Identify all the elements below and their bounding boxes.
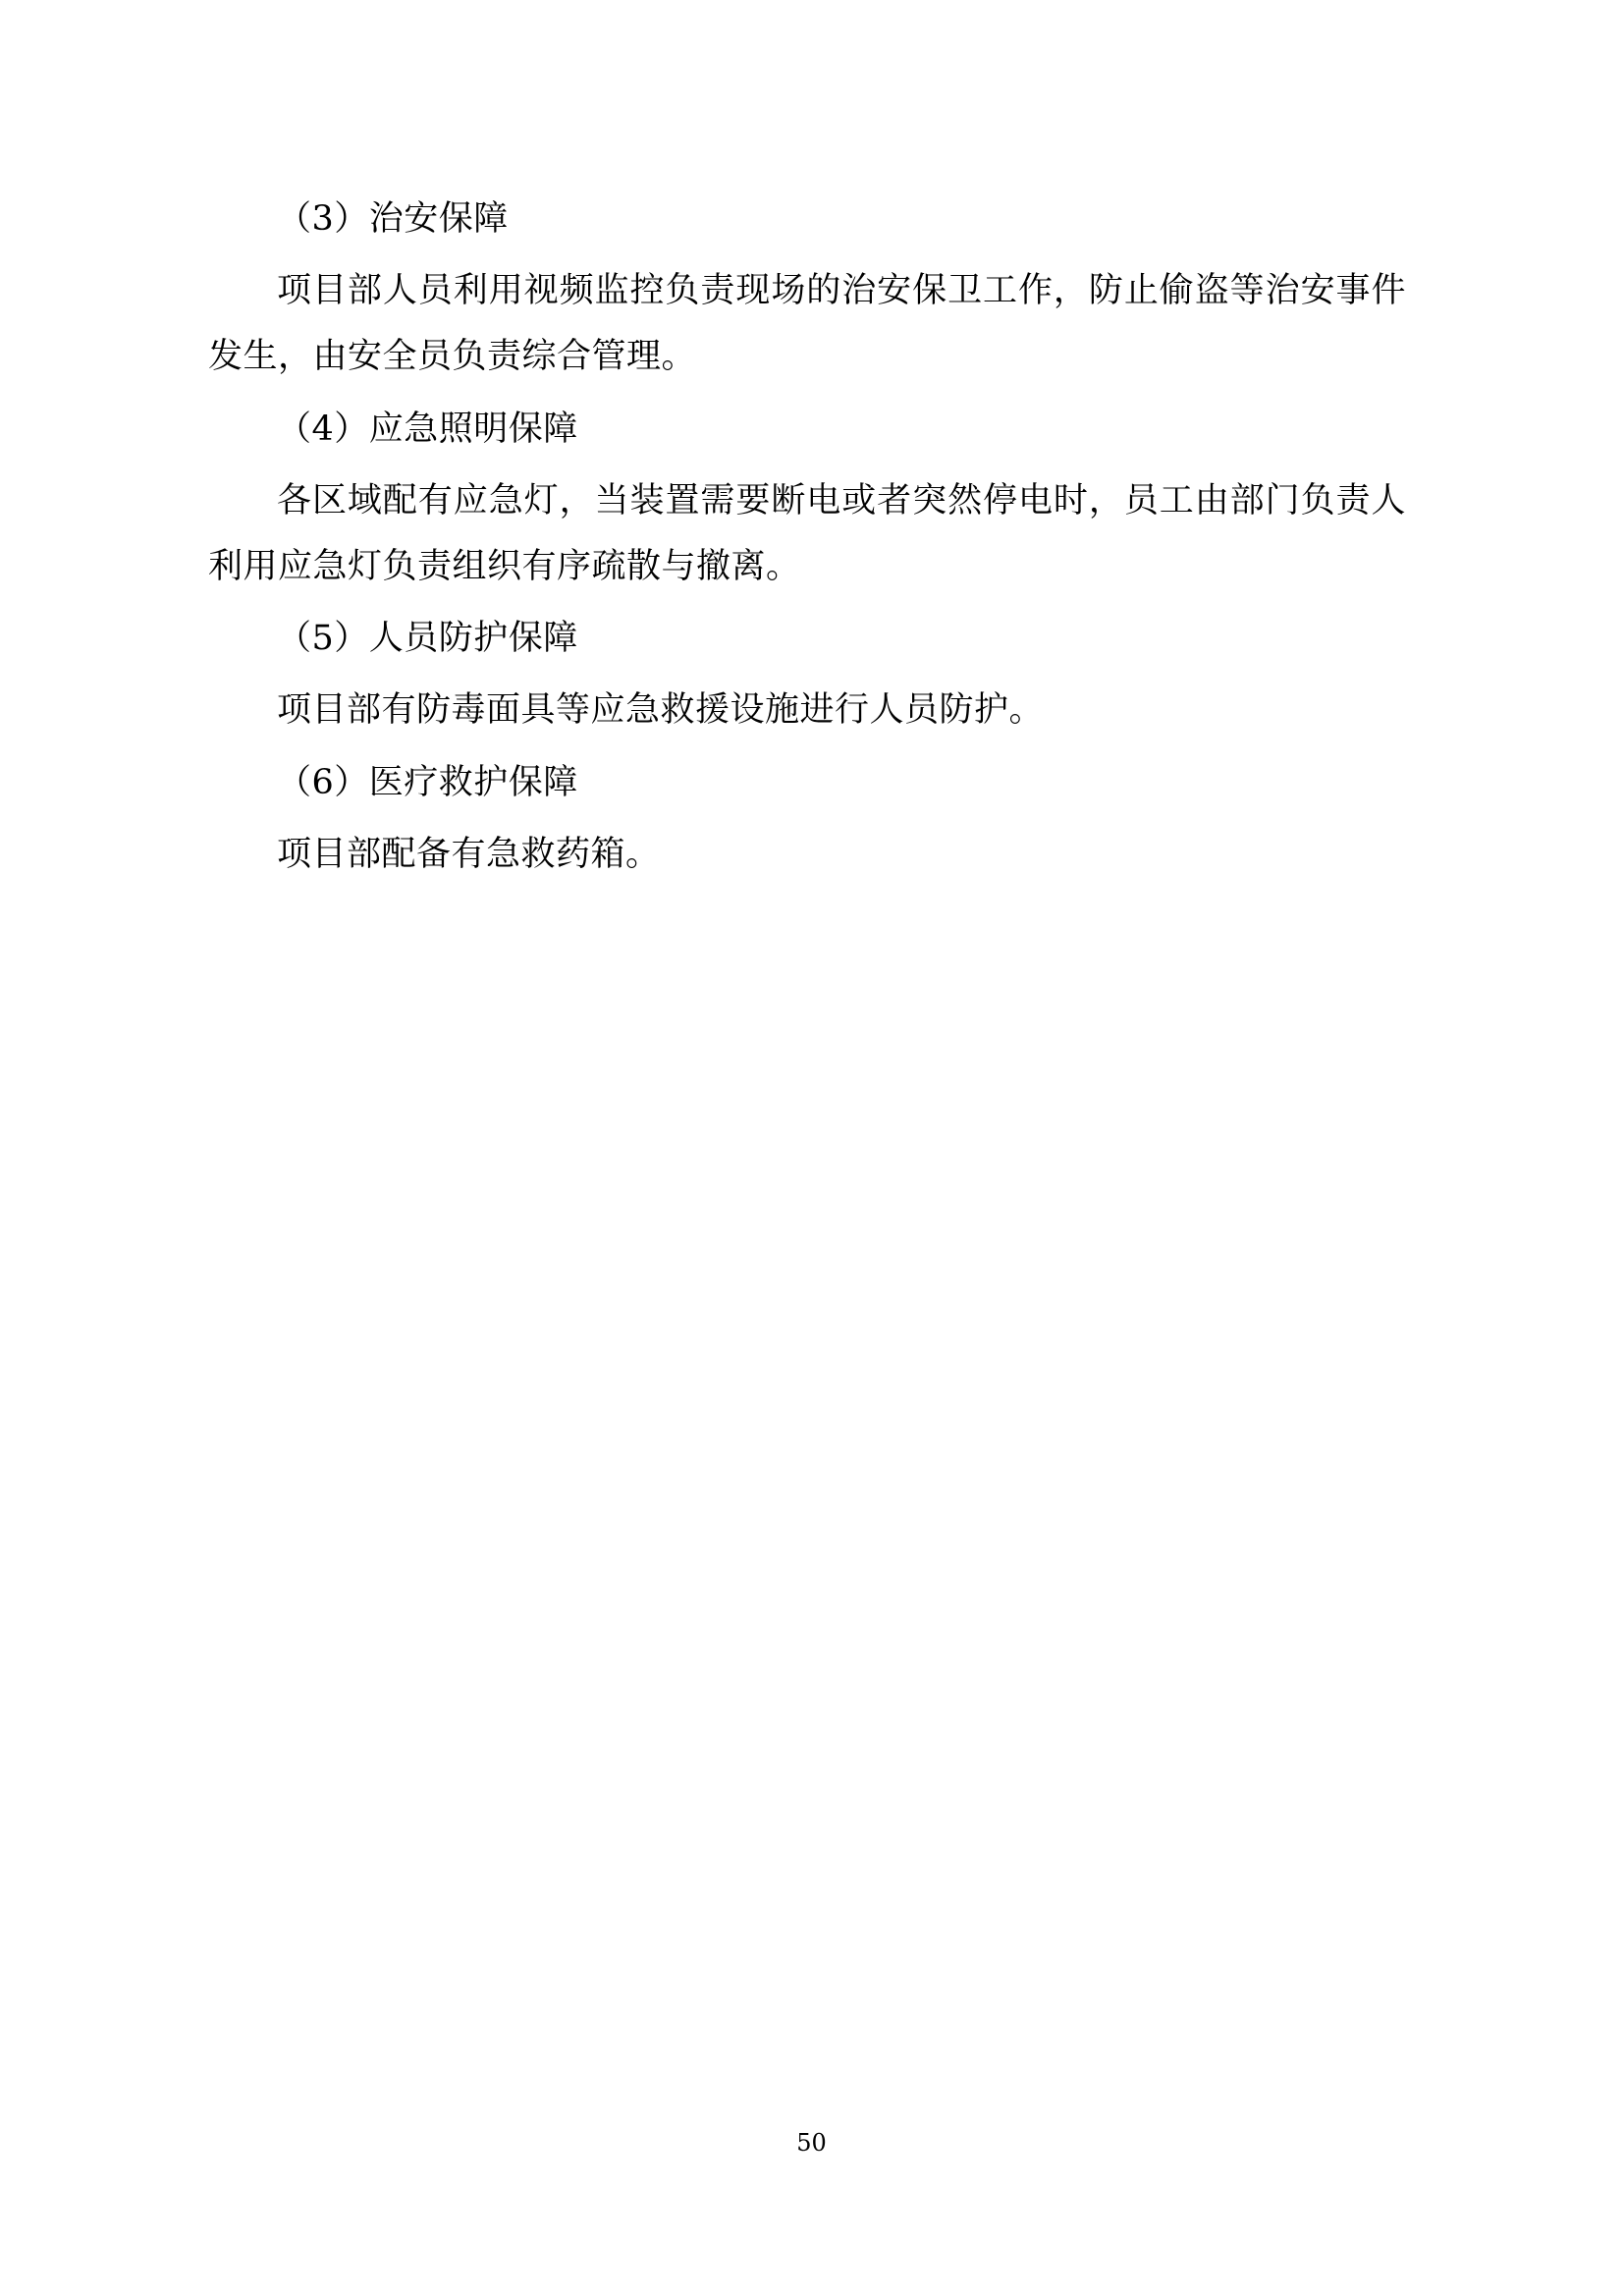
section-body-4: 各区域配有应急灯，当装置需要断电或者突然停电时，员工由部门负责人利用应急灯负责组织有序疏散与撤离。 [208, 480, 1406, 586]
section-heading-6: （6）医疗救护保障 [277, 762, 578, 802]
section-body-3: 项目部人员利用视频监控负责现场的治安保卫工作，防止偷盗等治安事件发生，由安全员负责综合管理。 [208, 271, 1406, 377]
section-heading-3: （3）治安保障 [277, 199, 509, 239]
section-body-5: 项目部有防毒面具等应急救援设施进行人员防护。 [277, 690, 1045, 731]
page-number: 50 [796, 2129, 827, 2157]
document-body [208, 187, 1406, 894]
section-heading-5: （5）人员防护保障 [277, 619, 578, 659]
section-body-6: 项目部配备有急救药箱。 [277, 834, 661, 874]
section-heading-4: （4）应急照明保障 [277, 409, 578, 449]
